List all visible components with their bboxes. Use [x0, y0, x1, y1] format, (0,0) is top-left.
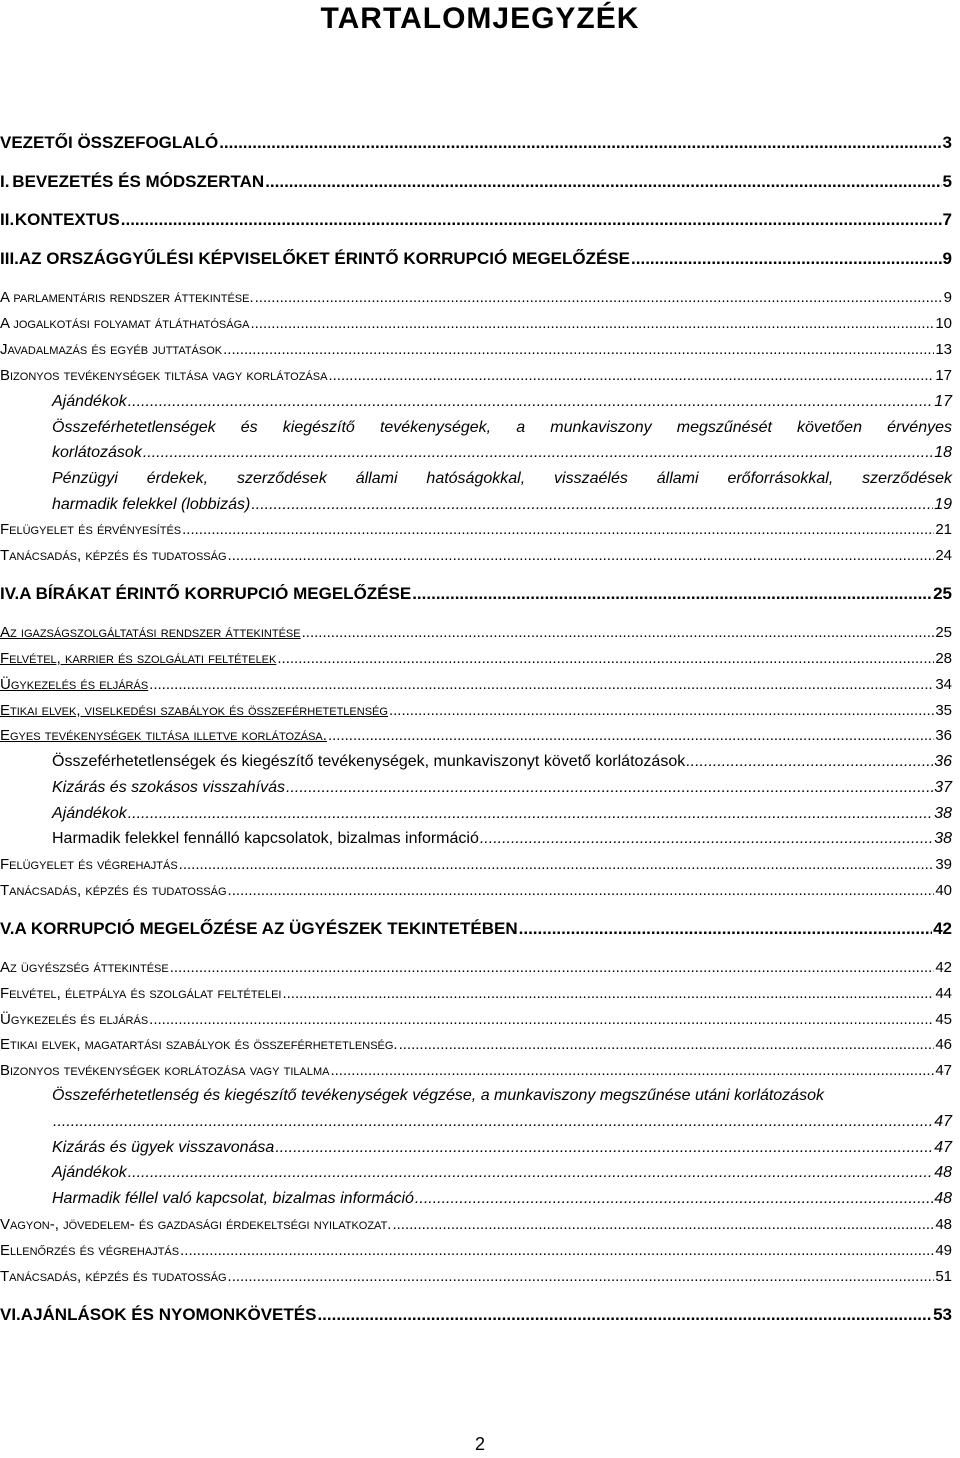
toc-entry[interactable]: [52, 393, 952, 411]
toc-entry[interactable]: [0, 727, 952, 744]
toc-label-line: Összeférhetetlenségek és kiegészítő tevékenységek, a munkaviszony megszűnését követően érvényes: [52, 419, 952, 436]
toc-page: 21: [935, 521, 952, 538]
toc-page: 34: [935, 676, 952, 693]
toc-leader: [399, 1036, 935, 1053]
toc-entry[interactable]: [0, 676, 952, 693]
toc-entry[interactable]: [0, 133, 952, 153]
toc-leader: [265, 172, 941, 192]
toc-entry[interactable]: [0, 702, 952, 719]
toc-entry[interactable]: [52, 830, 952, 848]
toc-entry[interactable]: [52, 1139, 952, 1157]
toc-page: 42: [935, 959, 952, 976]
toc-entry[interactable]: [52, 496, 952, 514]
toc-page: 40: [935, 882, 952, 899]
toc-entry[interactable]: [0, 882, 952, 899]
toc-page: 25: [935, 624, 952, 641]
toc-number: I.: [0, 172, 10, 191]
toc-leader: [128, 393, 933, 411]
toc-label: Ajándékok: [52, 393, 127, 410]
toc-label: Javadalmazás és egyéb juttatások: [0, 341, 223, 358]
toc-entry[interactable]: [0, 584, 952, 604]
toc-page: 9: [943, 289, 952, 306]
toc-leader: [228, 882, 935, 899]
toc-entry[interactable]: [52, 1113, 952, 1131]
toc-leader: [219, 133, 941, 153]
toc-label: Harmadik féllel való kapcsolat, bizalmas információ: [52, 1190, 414, 1207]
toc-page: 35: [935, 702, 952, 719]
toc-label: Felügyelet és végrehajtás: [0, 856, 178, 873]
toc-entry[interactable]: [0, 210, 952, 230]
toc-number: V.: [0, 919, 15, 938]
toc-label: Etikai elvek, viselkedési szabályok és összeférhetetlenség: [0, 702, 388, 719]
toc-entry[interactable]: [0, 1011, 952, 1028]
toc-leader: [286, 779, 933, 797]
toc-label: korlátozások: [52, 444, 142, 461]
toc-page: 48: [934, 1190, 952, 1207]
toc-label: AZ ORSZÁGGYŰLÉSI KÉPVISELŐKET ÉRINTŐ KORRUPCIÓ MEGELŐZÉSE: [18, 249, 631, 268]
toc-page: 10: [935, 315, 952, 332]
toc-page: 17: [935, 367, 952, 384]
toc-label: Az igazságszolgáltatási rendszer áttekintése: [0, 624, 301, 641]
toc-number: VI.: [0, 1305, 21, 1324]
toc-page: 19: [934, 496, 952, 513]
toc-page: 18: [934, 444, 952, 461]
toc-entry[interactable]: [52, 1164, 952, 1182]
toc-page: 49: [935, 1242, 952, 1259]
toc-entry[interactable]: [0, 1062, 952, 1079]
toc-entry[interactable]: [52, 1190, 952, 1208]
toc-entry[interactable]: [0, 856, 952, 873]
toc-entry[interactable]: [0, 367, 952, 384]
toc-label: Bizonyos tevékenységek korlátozása vagy tilalma: [0, 1062, 330, 1079]
toc-leader: [392, 1216, 934, 1233]
toc-page: 45: [935, 1011, 952, 1028]
toc-label: Vagyon-, jövedelem- és gazdasági érdekeltségi nyilatkozat.: [0, 1216, 392, 1233]
toc-entry[interactable]: [0, 650, 952, 667]
toc-entry[interactable]: [0, 172, 952, 192]
toc-leader: [53, 1113, 933, 1131]
toc-label: Ajándékok: [52, 1164, 127, 1181]
toc-page: 47: [934, 1139, 952, 1156]
toc-leader: [179, 856, 935, 873]
toc-leader: [255, 289, 943, 306]
toc-leader: [223, 341, 934, 358]
toc-leader: [251, 496, 933, 514]
toc-number: IV.: [0, 584, 20, 603]
toc-entry[interactable]: [0, 315, 952, 332]
toc-page: 44: [935, 985, 952, 1002]
toc-leader: [149, 676, 934, 693]
toc-label: Harmadik felekkel fennálló kapcsolatok, bizalmas információ: [52, 830, 479, 847]
toc-page: 13: [935, 341, 952, 358]
toc-label: VEZETŐI ÖSSZEFOGLALÓ: [0, 133, 219, 152]
toc-label: Felvétel, életpálya és szolgálat feltételei: [0, 985, 282, 1002]
toc-label: Tanácsadás, képzés és tudatosság: [0, 1268, 227, 1285]
toc-entry[interactable]: [52, 753, 952, 771]
toc-page: 28: [935, 650, 952, 667]
toc-label: BEVEZETÉS ÉS MÓDSZERTAN: [12, 172, 265, 191]
toc-label: Egyes tevékenységek tiltása illetve korlátozása.: [0, 727, 327, 744]
toc-page: 37: [934, 779, 952, 796]
toc-number: II.: [0, 210, 15, 229]
toc-entry[interactable]: [0, 1268, 952, 1285]
toc-entry[interactable]: [0, 249, 952, 269]
toc-label: Etikai elvek, magatartási szabályok és összeférhetetlenség.: [0, 1036, 398, 1053]
toc-leader: [415, 1190, 933, 1208]
toc-leader: [389, 702, 934, 719]
toc-page: 53: [933, 1305, 952, 1324]
toc-page: 7: [942, 210, 952, 229]
toc-leader: [282, 985, 934, 1002]
toc-leader: [121, 210, 942, 230]
toc-leader: [519, 919, 932, 939]
toc-leader: [302, 624, 935, 641]
toc-leader: [128, 1164, 933, 1182]
toc-page: 39: [935, 856, 952, 873]
toc-page: 47: [934, 1113, 952, 1130]
toc-page: 9: [942, 249, 952, 268]
page-title: TARTALOMJEGYZÉK: [320, 2, 640, 35]
toc-label: Ellenőrzés és végrehajtás: [0, 1242, 180, 1259]
toc-page: 24: [935, 547, 952, 564]
toc-page: 48: [935, 1216, 952, 1233]
toc-entry[interactable]: [0, 624, 952, 641]
toc-entry[interactable]: [0, 1242, 952, 1259]
toc-label: Bizonyos tevékenységek tiltása vagy korlátozása: [0, 367, 328, 384]
toc-leader: [149, 1011, 934, 1028]
toc-entry[interactable]: [0, 959, 952, 976]
toc-label: Tanácsadás, képzés és tudatosság: [0, 882, 227, 899]
page-number: 2: [474, 1434, 485, 1454]
toc-leader: [180, 1242, 934, 1259]
toc-page: 36: [935, 727, 952, 744]
toc-leader: [412, 584, 932, 604]
toc-entry[interactable]: [52, 444, 952, 462]
toc-leader: [317, 1305, 932, 1325]
toc-label-line: Összeférhetetlenség és kiegészítő tevékenységek végzése, a munkaviszony megszűnése utáni korlátozások: [52, 1087, 824, 1104]
toc-label: Összeférhetetlenségek és kiegészítő tevékenységek, munkaviszonyt követő korlátozások: [52, 753, 686, 770]
toc-leader: [170, 959, 935, 976]
toc-entry[interactable]: [0, 985, 952, 1002]
toc-leader: [250, 315, 934, 332]
toc-page: 47: [935, 1062, 952, 1079]
toc-leader: [128, 805, 933, 823]
toc-label: Az ügyészség áttekintése: [0, 959, 169, 976]
toc-leader: [480, 830, 933, 848]
toc-page: 3: [942, 133, 952, 152]
toc-entry[interactable]: [0, 289, 952, 306]
toc-entry[interactable]: [52, 805, 952, 823]
toc-label: A BÍRÁKAT ÉRINTŐ KORRUPCIÓ MEGELŐZÉSE: [19, 584, 412, 603]
toc-leader: [686, 753, 933, 771]
toc-leader: [328, 727, 934, 744]
toc-leader: [328, 367, 934, 384]
toc-page: 51: [935, 1268, 952, 1285]
toc-entry[interactable]: [0, 1036, 952, 1053]
toc-leader: [275, 1139, 933, 1157]
toc-page: 17: [934, 393, 952, 410]
toc-leader: [330, 1062, 934, 1079]
toc-page: 25: [933, 584, 952, 603]
toc-entry[interactable]: [0, 341, 952, 358]
toc-label: Tanácsadás, képzés és tudatosság: [0, 547, 227, 564]
toc-label: Ügykezelés és eljárás: [0, 676, 149, 693]
toc-label: Felvétel, karrier és szolgálati feltételek: [0, 650, 277, 667]
toc-entry[interactable]: [0, 1305, 952, 1325]
toc-leader: [631, 249, 942, 269]
toc-entry[interactable]: [0, 521, 952, 538]
toc-label: AJÁNLÁSOK ÉS NYOMONKÖVETÉS: [20, 1305, 317, 1324]
toc-label: Ajándékok: [52, 805, 127, 822]
toc-entry[interactable]: [0, 919, 952, 939]
toc-page: 42: [933, 919, 952, 938]
toc-label: Felügyelet és érvényesítés: [0, 521, 182, 538]
toc-page: 38: [934, 830, 952, 847]
toc-label: Kizárás és szokásos visszahívás: [52, 779, 285, 796]
toc-label: harmadik felekkel (lobbizás): [52, 496, 251, 513]
toc-page: 5: [942, 172, 952, 191]
toc-leader: [143, 444, 933, 462]
toc-label: A KORRUPCIÓ MEGELŐZÉSE AZ ÜGYÉSZEK TEKINTETÉBEN: [14, 919, 518, 938]
toc-label: KONTEXTUS: [14, 210, 120, 229]
toc-leader: [228, 547, 935, 564]
toc-label: Ügykezelés és eljárás: [0, 1011, 149, 1028]
toc-page: 38: [934, 805, 952, 822]
toc-label-line: Pénzügyi érdekek, szerződések állami hatóságokkal, visszaélés állami erőforrásokkal, szerződések: [52, 470, 952, 487]
toc-entry[interactable]: [0, 1216, 952, 1233]
toc-page: 36: [934, 753, 952, 770]
toc-page: 46: [935, 1036, 952, 1053]
toc-page: 48: [934, 1164, 952, 1181]
toc-label: A jogalkotási folyamat átláthatósága: [0, 315, 250, 332]
toc-leader: [182, 521, 934, 538]
toc-entry[interactable]: [0, 547, 952, 564]
toc-leader: [277, 650, 934, 667]
toc-number: III.: [0, 249, 19, 268]
toc-label: Kizárás és ügyek visszavonása: [52, 1139, 275, 1156]
toc-entry[interactable]: [52, 779, 952, 797]
toc-label: A parlamentáris rendszer áttekintése.: [0, 289, 254, 306]
toc-leader: [228, 1268, 935, 1285]
